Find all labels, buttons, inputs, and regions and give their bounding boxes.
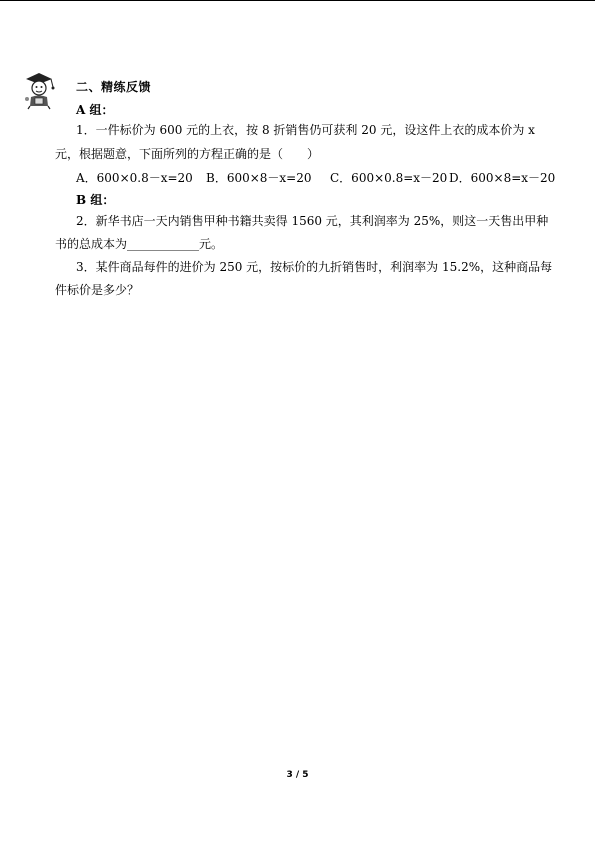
q2-line2: 书的总成本为____________元。	[55, 237, 224, 251]
scholar-mascot-icon	[20, 70, 58, 110]
q2-line1: 2．新华书店一天内销售甲种书籍共卖得 1560 元，其利润率为 25%，则这一天售出甲种	[76, 214, 549, 228]
q3-line2: 件标价是多少？	[55, 283, 140, 297]
group-b-label: B 组：	[76, 193, 115, 207]
q1-line2: 元，根据题意，下面所列的方程正确的是（ ）	[55, 147, 320, 161]
q1-option-d: D．600×8=x－20	[449, 171, 556, 185]
q1-option-c: C．600×0.8=x－20	[330, 171, 448, 185]
q3-line1: 3．某件商品每件的进价为 250 元，按标价的九折销售时，利润率为 15.2%，这种商品每	[76, 260, 553, 274]
q1-line1: 1．一件标价为 600 元的上衣，按 8 折销售仍可获利 20 元，设这件上衣的成本价为 x	[76, 123, 535, 137]
header-rule	[0, 0, 595, 1]
q1-option-a: A．600×0.8－x=20	[76, 171, 193, 185]
section-title: 二、精练反馈	[76, 80, 152, 94]
page-number: 3 / 5	[286, 770, 309, 780]
group-a-label: A 组：	[76, 103, 114, 117]
q1-option-b: B．600×8－x=20	[206, 171, 312, 185]
